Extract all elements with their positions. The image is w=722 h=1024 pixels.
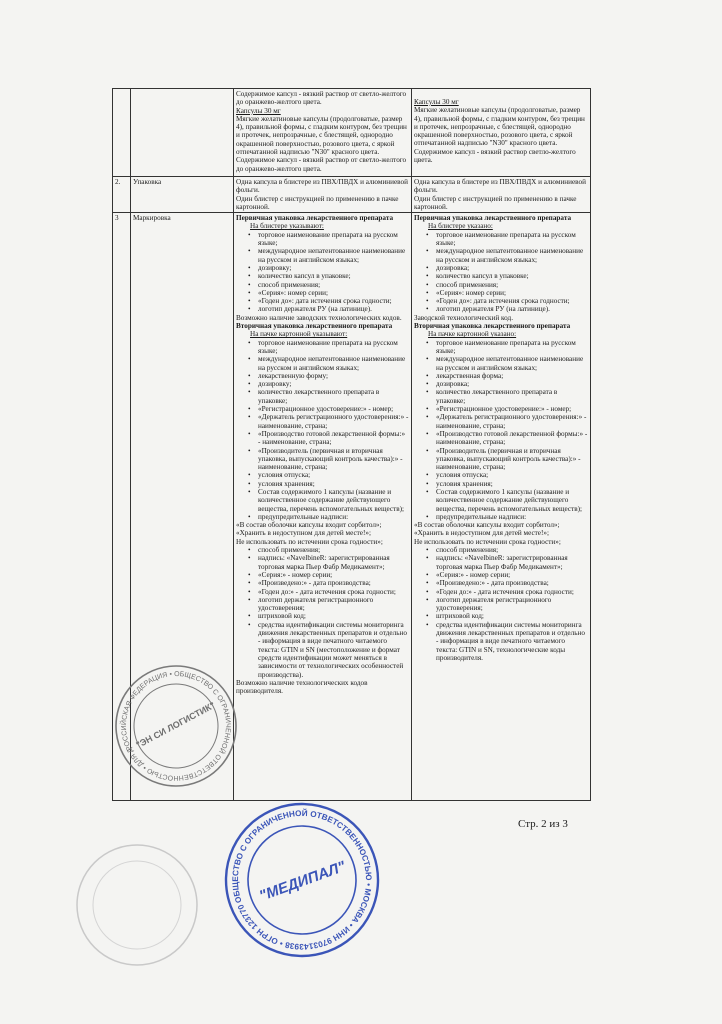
- section-subtitle: На блистере указывают:: [250, 222, 324, 231]
- section-subtitle: На пачке картонной указано:: [428, 330, 517, 339]
- page-number: Стр. 2 из 3: [518, 818, 568, 830]
- list-item: • дозировка;: [436, 264, 588, 272]
- cell-right-text: [412, 89, 591, 177]
- list-item: • количество капсул в упаковке;: [436, 272, 588, 280]
- list-item: • условия отпуска;: [436, 471, 588, 479]
- list-item: • способ применения;: [258, 546, 409, 554]
- list-item: • способ применения;: [436, 281, 588, 289]
- cell-num: [113, 89, 131, 177]
- logistics-stamp-image: [112, 662, 240, 790]
- list-item: • международное непатентованное наименование на русском и английском языках;: [436, 355, 588, 372]
- list-item: • «Произведено:» - дата производства;: [258, 579, 409, 587]
- list-item: • надпись: «NavelbineR: зарегистрированная торговая марка Пьер Фабр Медикамент»;: [436, 554, 588, 571]
- list-item: • количество лекарственного препарата в упаковке;: [436, 388, 588, 405]
- section-title: Вторичная упаковка лекарственного препарата: [414, 322, 571, 331]
- list-item: • «Держатель регистрационного удостоверения:» - наименование, страна;: [258, 413, 409, 430]
- table-row: [113, 177, 591, 213]
- bullet-list: [414, 231, 588, 314]
- paragraph: Мягкие желатиновые капсулы (продолговатые, размер 4), правильной формы, с гладким контуром, без трещин и протечек, непрозрачные, с блестящей, однородно окрашенной поверхностью, розового цвета, с яркой отпечатанной надписью "N30" красного цвета.: [414, 106, 585, 148]
- list-item: • «Регистрационное удостоверение:» - номер;: [436, 405, 588, 413]
- list-item: • количество лекарственного препарата в упаковке;: [258, 388, 409, 405]
- list-item: • способ применения;: [258, 281, 409, 289]
- list-item: • «Серия»: номер серии;: [258, 289, 409, 297]
- list-item: • логотип держателя РУ (на латинице).: [436, 305, 588, 313]
- list-item: • «Годен до:» - дата истечения срока годности;: [436, 588, 588, 596]
- stamp-ring-text: РОССИЙСКАЯ ФЕДЕРАЦИЯ • ОБЩЕСТВО С ОГРАНИЧЕННОЙ ОТВЕТСТВЕННОСТЬЮ • ДЛЯ ДОКУМЕНТОВ: [120, 670, 232, 782]
- list-item: • «Годен до»: дата истечения срока годности;: [436, 297, 588, 305]
- list-item: • дозировка;: [436, 380, 588, 388]
- list-item: • логотип держателя РУ (на латинице).: [258, 305, 409, 313]
- list-item: • «Годен до:» - дата истечения срока годности;: [258, 588, 409, 596]
- list-item: • лекарственная форма;: [436, 372, 588, 380]
- list-item: • «Годен до»: дата истечения срока годности;: [258, 297, 409, 305]
- paragraph: Содержимое капсул - вязкий раствор от светло-желтого до оранжево-желтого цвета.: [236, 90, 407, 107]
- cell-name: Маркировка: [131, 213, 234, 801]
- list-item: • «Производитель (первичная и вторичная упаковка, выпускающий контроль качества):» - наименование, страна;: [258, 447, 409, 472]
- list-item: • условия хранения;: [436, 480, 588, 488]
- list-item: • надпись: «NavelbineR: зарегистрированная торговая марка Пьер Фабр Медикамент»;: [258, 554, 409, 571]
- stamp-center-text: "МЕДИПАЛ": [257, 857, 348, 905]
- list-item: • «Держатель регистрационного удостоверения:» - наименование, страна;: [436, 413, 588, 430]
- list-item: • «Произведено:» - дата производства;: [436, 579, 588, 587]
- section-subtitle: На блистере указано:: [428, 222, 493, 231]
- medipal-stamp-image: [222, 800, 382, 960]
- list-item: • логотип держателя регистрационного удостоверения;: [258, 596, 409, 613]
- list-item: • способ применения;: [436, 546, 588, 554]
- list-item: • торговое наименование препарата на русском языке;: [436, 231, 588, 248]
- list-item: • дозировку;: [258, 264, 409, 272]
- list-item: • Состав содержимого 1 капсулы (название и количественное содержание действующего вещества, перечень вспомогательных веществ);: [436, 488, 588, 513]
- list-item: • международное непатентованное наименование на русском и английском языках;: [258, 247, 409, 264]
- bullet-list: [414, 339, 588, 522]
- section-title: Вторичная упаковка лекарственного препарата: [236, 322, 393, 331]
- list-item: • «Регистрационное удостоверение:» - номер;: [258, 405, 409, 413]
- paragraph-heading: Капсулы 30 мг: [236, 106, 281, 115]
- list-item: • средства идентификации системы мониторинга движения лекарственных препаратов и отдельно - информация в виде печатного читаемого текста: GTIN и SN (местоположение и формат средств идентификации может меняться в зависимости от технологических особенностей производства).: [258, 621, 409, 679]
- paragraph: Содержимое капсул - вязкий раствор от светло-желтого до оранжево-желтого цвета.: [236, 156, 407, 173]
- list-item: • условия отпуска;: [258, 471, 409, 479]
- cell-name: Упаковка: [131, 177, 234, 213]
- bullet-list: [236, 546, 409, 679]
- stamp-ring-text: ОБЩЕСТВО С ОГРАНИЧЕННОЙ ОТВЕТСТВЕННОСТЬЮ • МОСКВА • ИНН 9703143938 • ОГРН 1237700542137: [230, 808, 374, 952]
- cell-num: 2.: [113, 177, 131, 213]
- bullet-list: [414, 546, 588, 662]
- list-item: • лекарственную форму;: [258, 372, 409, 380]
- list-item: • Состав содержимого 1 капсулы (название и количественное содержание действующего вещества, перечень вспомогательных веществ);: [258, 488, 409, 513]
- cell-right-text: Одна капсула в блистере из ПВХ/ПВДХ и алюминиевой фольги. Один блистер с инструкцией по применению в пачке картонной.: [412, 177, 591, 213]
- cell-left-text: Одна капсула в блистере из ПВХ/ПВДХ и алюминиевой фольги. Один блистер с инструкцией по применению в пачке картонной.: [234, 177, 412, 213]
- cell-left-text: [234, 213, 412, 801]
- list-item: • логотип держателя регистрационного удостоверения;: [436, 596, 588, 613]
- table-row: [113, 89, 591, 177]
- stamp-center-text: "ЭН СИ ЛОГИСТИК": [134, 700, 217, 751]
- bullet-list: [236, 339, 409, 522]
- list-item: • «Производитель (первичная и вторичная упаковка, выпускающий контроль качества):» - наименование, страна;: [436, 447, 588, 472]
- list-item: • средства идентификации системы мониторинга движения лекарственных препаратов и отдельно - информация в виде печатного читаемого текста: GTIN и SN, технологические коды производителя.: [436, 621, 588, 662]
- warnings: «В состав оболочки капсулы входит сорбитол»; «Хранить в недоступном для детей месте!»; Не использовать по истечении срока годности»;: [236, 521, 383, 546]
- list-item: • международное непатентованное наименование на русском и английском языках;: [258, 355, 409, 372]
- section-subtitle: На пачке картонной указывают:: [250, 330, 348, 339]
- list-item: • «Серия:» - номер серии;: [258, 571, 409, 579]
- paragraph-heading: Капсулы 30 мг: [414, 98, 459, 106]
- list-item: • международное непатентованное наименование на русском и английском языках;: [436, 247, 588, 264]
- list-item: • «Серия»: номер серии;: [436, 289, 588, 297]
- list-item: • дозировку;: [258, 380, 409, 388]
- list-item: • предупредительные надписи:: [258, 513, 409, 521]
- list-item: • «Производство готовой лекарственной формы:» - наименование, страна;: [258, 430, 409, 447]
- cell-right-text: [412, 213, 591, 801]
- bullet-list: [236, 231, 409, 314]
- cell-name: [131, 89, 234, 177]
- note: Возможно наличие технологических кодов производителя.: [236, 678, 368, 696]
- list-item: • «Серия:» - номер серии;: [436, 571, 588, 579]
- list-item: • условия хранения;: [258, 480, 409, 488]
- note: Возможно наличие заводских технологических кодов.: [236, 313, 402, 322]
- list-item: • штриховой код;: [258, 612, 409, 620]
- list-item: • торговое наименование препарата на русском языке;: [436, 339, 588, 356]
- cell-num: 3: [113, 213, 131, 801]
- warnings: «В состав оболочки капсулы входит сорбитол»; «Хранить в недоступном для детей месте!»; Не использовать по истечении срока годности»;: [414, 521, 561, 546]
- list-item: • торговое наименование препарата на русском языке;: [258, 231, 409, 248]
- paragraph: Содержимое капсул - вязкий раствор светло-желтого цвета.: [414, 147, 576, 165]
- faint-stamp-image: [72, 840, 202, 970]
- section-title: Первичная упаковка лекарственного препарата: [414, 214, 572, 223]
- list-item: • предупредительные надписи:: [436, 513, 588, 521]
- list-item: • штриховой код;: [436, 612, 588, 620]
- paragraph: Мягкие желатиновые капсулы (продолговатые, размер 4), правильной формы, с гладким контуром, без трещин и протечек, непрозрачные, с блестящей, однородно окрашенной поверхностью, розового цвета, с яркой отпечатанной надписью "N30" красного цвета.: [236, 114, 407, 157]
- section-title: Первичная упаковка лекарственного препарата: [236, 214, 394, 223]
- list-item: • количество капсул в упаковке;: [258, 272, 409, 280]
- note: Заводской технологический код.: [414, 313, 514, 322]
- cell-left-text: [234, 89, 412, 177]
- list-item: • торговое наименование препарата на русском языке;: [258, 339, 409, 356]
- list-item: • «Производство готовой лекарственной формы:» - наименование, страна;: [436, 430, 588, 447]
